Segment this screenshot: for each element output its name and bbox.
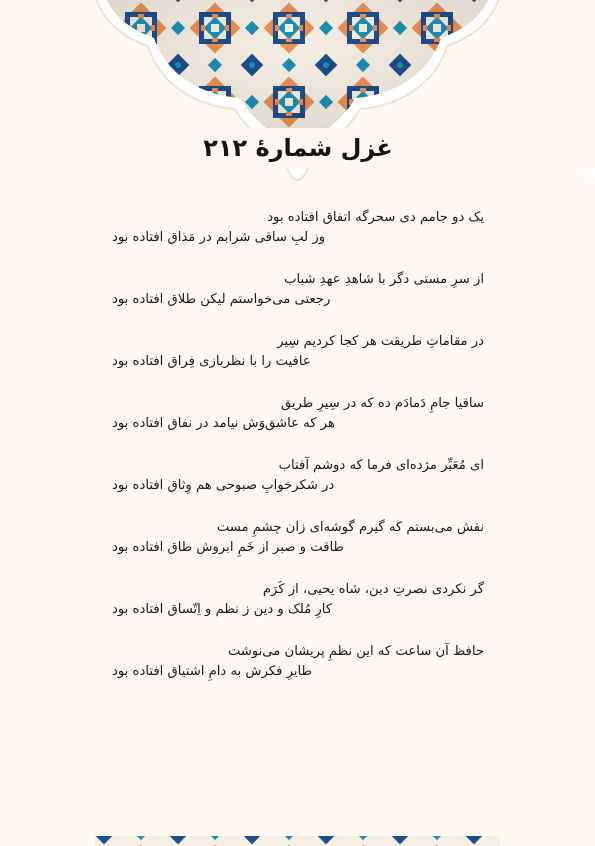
couplet — [112, 518, 484, 580]
hemistich-second: طایرِ فکرش به دامِ اشتیاق افتاده بود — [112, 664, 313, 679]
poem-title: غزل شمارهٔ ۲۱۲ — [203, 134, 393, 162]
hemistich-first: از سرِ مستی دگر با شاهدِ عهدِ شباب — [284, 272, 484, 287]
hemistich-first: ساقیا جامِ دَمادَم ده که در سِیرِ طریق — [280, 396, 484, 411]
hemistich-second: طاقت و صبر از خَمِ ابروش طاق افتاده بود — [112, 540, 345, 555]
hemistich-second: رجعتی می‌خواستم لیکن طلاق افتاده بود — [112, 292, 331, 307]
hemistich-first: نقش می‌بستم که گیرم گوشه‌ای زان چشمِ مست — [216, 520, 484, 535]
couplet — [112, 394, 484, 456]
couplet — [112, 208, 484, 270]
hemistich-second: هر که عاشق‌وَش نیامد در نفاق افتاده بود — [112, 416, 335, 431]
hemistich-first: ای مُعَبِّر مژده‌ای فرما که دوشم آفتاب — [278, 458, 484, 473]
hemistich-first: گر نکردی نصرتِ دین، شاه یحیی، از کَرَم — [262, 582, 484, 597]
couplet — [112, 270, 484, 332]
couplet — [112, 456, 484, 518]
hemistich-second: در شکرخوابِ صبوحی هم وِثاق افتاده بود — [112, 478, 335, 493]
hemistich-first: در مقاماتِ طریقت هر کجا کردیم سِیر — [277, 334, 484, 349]
ornamental-tile-footer — [95, 836, 500, 846]
page-corner-decoration — [583, 168, 595, 178]
couplet — [112, 580, 484, 642]
couplet — [112, 642, 484, 704]
hemistich-second: وز لبِ ساقی شرابم در مَذاق افتاده بود — [112, 230, 326, 245]
hemistich-second: کارِ مُلک و دین ز نظم و اِتّساق افتاده بود — [112, 602, 333, 617]
poem-body — [112, 208, 484, 704]
hemistich-first: حافظ آن ساعت که این نظمِ پریشان می‌نوشت — [227, 644, 484, 659]
hemistich-second: عافیت را با نظربازی فِراق افتاده بود — [112, 354, 311, 369]
title-banner — [112, 128, 484, 168]
couplet — [112, 332, 484, 394]
hemistich-first: یک دو جامم دی سحرگه اتفاق افتاده بود — [267, 210, 484, 225]
